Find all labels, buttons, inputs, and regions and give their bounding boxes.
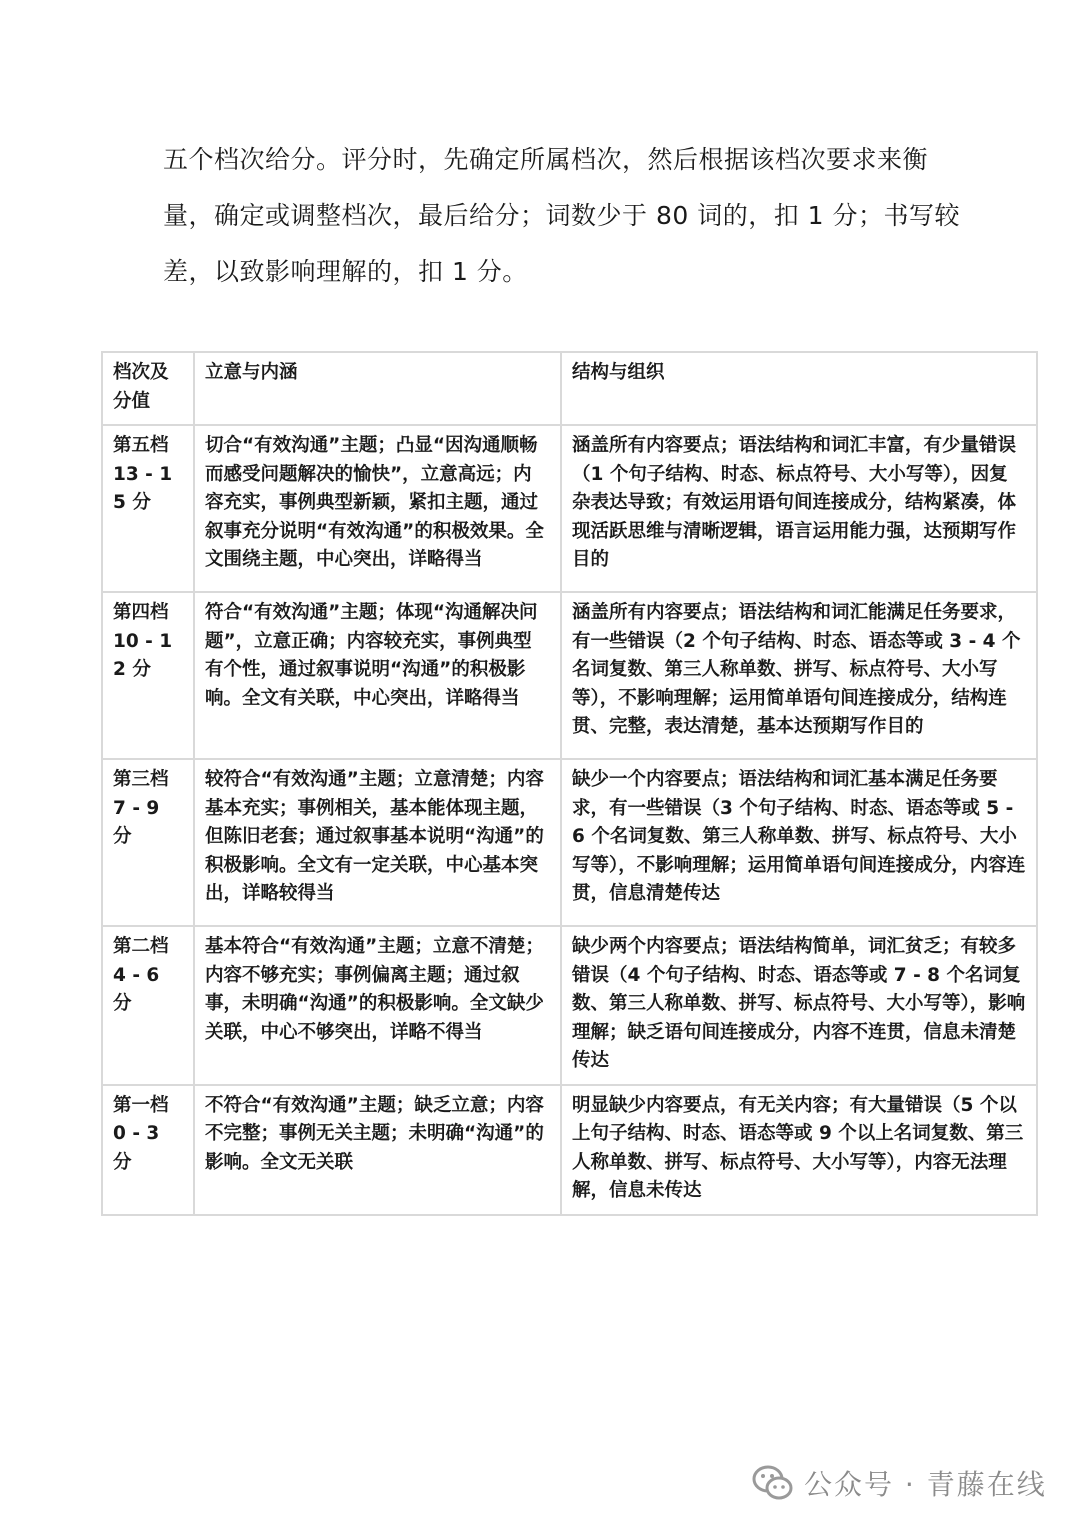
header-structure: 结构与组织 xyxy=(561,352,1037,425)
level-cell xyxy=(102,926,194,1085)
structure-cell: 涵盖所有内容要点；语法结构和词汇丰富，有少量错误（1 个句子结构、时态、标点符号、大小写等），因复杂表达导致；有效运用语句间连接成分，结构紧凑，体现活跃思维与清晰逻辑，语言运用能力强，达预期写作目的 xyxy=(561,425,1037,592)
content-cell: 较符合“有效沟通”主题；立意清楚；内容基本充实；事例相关，基本能体现主题，但陈旧老套；通过叙事基本说明“沟通”的积极影响。全文有一定关联，中心基本突出，详略较得当 xyxy=(194,759,561,926)
table-row xyxy=(102,592,1037,759)
level-cell xyxy=(102,759,194,926)
level-cell xyxy=(102,1085,194,1215)
watermark-text: 公众号 · 青藤在线 xyxy=(804,1468,1047,1501)
header-level: 档次及分值 xyxy=(102,352,194,425)
level-score: 13 - 15 分 xyxy=(113,463,173,513)
watermark xyxy=(752,1463,1047,1503)
structure-cell: 明显缺少内容要点，有无关内容；有大量错误（5 个以上句子结构、时态、语态等或 9 个以上名词复数、第三人称单数、拼写、标点符号、大小写等），内容无法理解，信息未传达 xyxy=(561,1085,1037,1215)
table-row xyxy=(102,926,1037,1085)
level-name: 第一档 xyxy=(113,1094,169,1116)
intro-line: 量，确定或调整档次，最后给分；词数少于 80 词的，扣 1 分；书写较 xyxy=(163,201,961,230)
intro-line: 差，以致影响理解的，扣 1 分。 xyxy=(163,257,528,286)
level-name: 第二档 xyxy=(113,936,169,957)
content-cell: 切合“有效沟通”主题；凸显“因沟通顺畅而感受问题解决的愉快”，立意高远；内容充实，事例典型新颖，紧扣主题，通过叙事充分说明“有效沟通”的积极效果。全文围绕主题，中心突出，详略得当 xyxy=(194,425,561,592)
table-header-row xyxy=(102,352,1037,425)
intro-line: 五个档次给分。评分时，先确定所属档次，然后根据该档次要求来衡 xyxy=(163,145,929,174)
table-row xyxy=(102,759,1037,926)
level-name: 第三档 xyxy=(113,769,169,790)
structure-cell: 缺少一个内容要点；语法结构和词汇基本满足任务要求，有一些错误（3 个句子结构、时态、语态等或 5 - 6 个名词复数、第三人称单数、拼写、标点符号、大小写等），不影响理解；运用简单语句间连接成分，内容连贯，信息清楚传达 xyxy=(561,759,1037,926)
wechat-official-account-icon xyxy=(752,1463,794,1503)
level-name: 第五档 xyxy=(113,435,169,456)
table-row xyxy=(102,1085,1037,1215)
content-cell: 符合“有效沟通”主题；体现“沟通解决问题”，立意正确；内容较充实，事例典型有个性，通过叙事说明“沟通”的积极影响。全文有关联，中心突出，详略得当 xyxy=(194,592,561,759)
content-cell: 不符合“有效沟通”主题；缺乏立意；内容不完整；事例无关主题；未明确“沟通”的影响。全文无关联 xyxy=(194,1085,561,1215)
header-content: 立意与内涵 xyxy=(194,352,561,425)
level-score: 10 - 12 分 xyxy=(113,630,173,680)
intro-paragraph xyxy=(163,132,961,300)
scoring-rubric-table xyxy=(101,351,1038,1216)
level-score: 7 - 9 分 xyxy=(113,797,160,847)
content-cell: 基本符合“有效沟通”主题；立意不清楚；内容不够充实；事例偏离主题；通过叙事，未明确“沟通”的积极影响。全文缺少关联，中心不够突出，详略不得当 xyxy=(194,926,561,1085)
level-score: 0 - 3 分 xyxy=(113,1123,160,1173)
structure-cell: 涵盖所有内容要点；语法结构和词汇能满足任务要求，有一些错误（2 个句子结构、时态、语态等或 3 - 4 个名词复数、第三人称单数、拼写、标点符号、大小写等），不影响理解；运用简单语句间连接成分，结构连贯、完整，表达清楚，基本达预期写作目的 xyxy=(561,592,1037,759)
level-cell xyxy=(102,592,194,759)
level-cell xyxy=(102,425,194,592)
table-row xyxy=(102,425,1037,592)
level-score: 4 - 6 分 xyxy=(113,964,160,1014)
structure-cell: 缺少两个内容要点；语法结构简单，词汇贫乏；有较多错误（4 个句子结构、时态、语态等或 7 - 8 个名词复数、第三人称单数、拼写、标点符号、大小写等），影响理解；缺乏语句间连接成分，内容不连贯，信息未清楚传达 xyxy=(561,926,1037,1085)
level-name: 第四档 xyxy=(113,602,169,623)
